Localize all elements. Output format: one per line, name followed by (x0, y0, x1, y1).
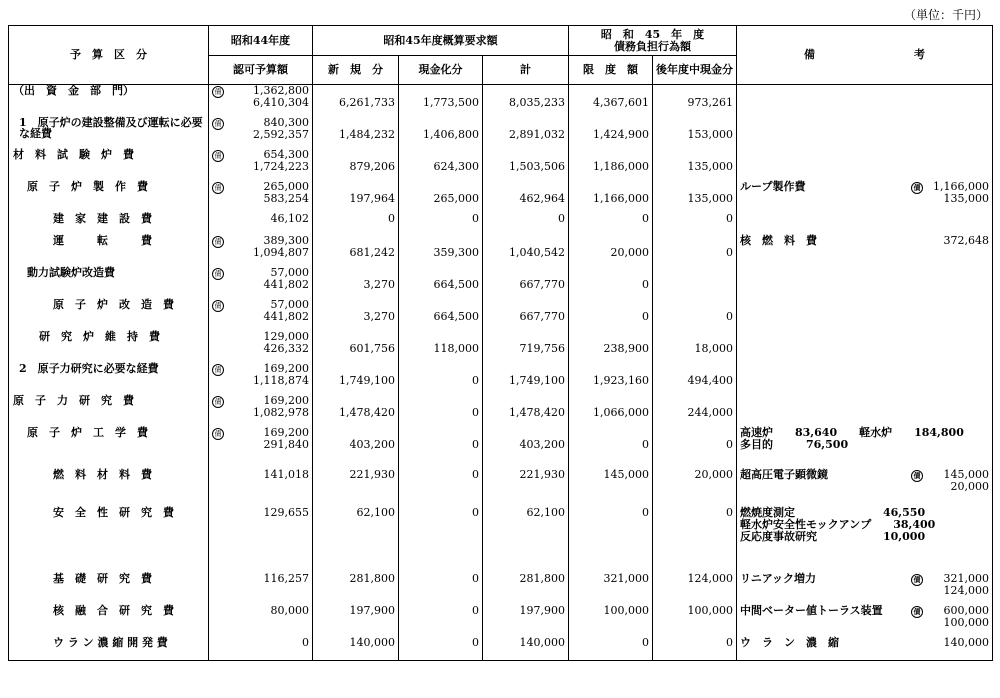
total-cell: 197,900 (483, 605, 569, 637)
row-label: 研 究 炉 維 持 費 (9, 331, 209, 363)
remark-item-name: 中間ベーター値トーラス装置 (740, 603, 883, 617)
header-request-group: 昭和45年度概算要求額 (313, 26, 569, 56)
total-cell: 1,503,506 (483, 149, 569, 181)
cash-cell: 664,500 (399, 299, 483, 331)
remark-item-value: 145,000 20,000 (943, 467, 989, 493)
limit-cell: 1,066,000 (569, 395, 653, 427)
total-cell: 8,035,233 (483, 85, 569, 117)
cash-cell: 118,000 (399, 331, 483, 363)
table-row (9, 299, 993, 331)
debt-mark-icon: 債 (212, 428, 224, 440)
approved-cell (209, 469, 313, 507)
approved-value: 141,018 (263, 467, 309, 481)
cash-cell: 0 (399, 363, 483, 395)
later-cell: 0 (653, 507, 737, 573)
later-cell (653, 267, 737, 299)
later-cell: 100,000 (653, 605, 737, 637)
remark-item-name: ループ製作費 (740, 179, 806, 193)
new-cell: 140,000 (313, 637, 399, 661)
table-row (9, 427, 993, 469)
new-cell: 62,100 (313, 507, 399, 573)
row-label: 安 全 性 研 究 費 (9, 507, 209, 573)
approved-value: 129,655 (263, 505, 309, 519)
limit-cell: 1,923,160 (569, 363, 653, 395)
limit-cell: 100,000 (569, 605, 653, 637)
new-cell: 879,206 (313, 149, 399, 181)
remarks-cell (737, 235, 993, 267)
approved-cell (209, 235, 313, 267)
remarks-cell: 燃焼度測定 46,550 軽水炉安全性モックアンプ 38,400 反応度事故研究 10,000 (737, 507, 993, 573)
debt-mark-icon: 債 (212, 118, 224, 130)
total-cell: 1,040,542 (483, 235, 569, 267)
later-cell: 135,000 (653, 181, 737, 213)
later-cell: 135,000 (653, 149, 737, 181)
remarks-cell (737, 637, 993, 661)
row-label: 燃 料 材 料 費 (9, 469, 209, 507)
approved-value: 169,200 291,840 (263, 425, 309, 451)
new-cell: 197,900 (313, 605, 399, 637)
approved-value: 169,200 1,118,874 (253, 361, 309, 387)
approved-value: 0 (302, 635, 309, 649)
approved-value: 80,000 (270, 603, 309, 617)
remarks-cell (737, 573, 993, 605)
debt-mark-icon: 債 (911, 606, 923, 618)
limit-cell: 321,000 (569, 573, 653, 605)
table-row (9, 267, 993, 299)
remark-item-value: 372,648 (943, 233, 989, 247)
total-cell: 62,100 (483, 507, 569, 573)
limit-cell: 0 (569, 267, 653, 299)
new-cell: 1,484,232 (313, 117, 399, 149)
remark-item-value: 600,000 100,000 (943, 603, 989, 629)
approved-value: 57,000 441,802 (263, 297, 309, 323)
remark-item-value: 1,166,000 135,000 (933, 179, 989, 205)
approved-value: 1,362,800 6,410,304 (253, 84, 309, 109)
remarks-cell (737, 85, 993, 117)
remarks-cell (737, 117, 993, 149)
approved-value: 57,000 441,802 (263, 265, 309, 291)
new-cell: 0 (313, 213, 399, 235)
debt-mark-icon: 債 (911, 182, 923, 194)
later-cell: 0 (653, 213, 737, 235)
row-label: 2 原子力研究に必要な経費 (9, 363, 209, 395)
approved-cell (209, 299, 313, 331)
approved-cell (209, 213, 313, 235)
debt-mark-icon: 債 (212, 396, 224, 408)
row-label: 運 転 費 (9, 235, 209, 267)
remarks-cell (737, 299, 993, 331)
table-row (9, 235, 993, 267)
header-approved: 認可予算額 (209, 56, 313, 85)
new-cell: 1,478,420 (313, 395, 399, 427)
later-cell: 18,000 (653, 331, 737, 363)
table-row (9, 181, 993, 213)
approved-cell (209, 363, 313, 395)
total-cell: 667,770 (483, 267, 569, 299)
new-cell: 1,749,100 (313, 363, 399, 395)
total-cell: 2,891,032 (483, 117, 569, 149)
table-row (9, 117, 993, 149)
total-cell: 0 (483, 213, 569, 235)
remark-item-name: 核 燃 料 費 (740, 233, 817, 247)
new-cell: 197,964 (313, 181, 399, 213)
remark-item-value: 140,000 (943, 635, 989, 649)
table-body (9, 85, 993, 661)
remarks-cell (737, 181, 993, 213)
remark-item-value: 321,000 124,000 (943, 571, 989, 597)
limit-cell: 0 (569, 637, 653, 661)
limit-cell: 0 (569, 299, 653, 331)
later-cell: 20,000 (653, 469, 737, 507)
limit-cell: 1,186,000 (569, 149, 653, 181)
later-cell: 0 (653, 427, 737, 469)
debt-mark-icon: 債 (212, 364, 224, 376)
approved-cell (209, 605, 313, 637)
limit-cell: 20,000 (569, 235, 653, 267)
header-cash: 現金化分 (399, 56, 483, 85)
limit-cell: 0 (569, 507, 653, 573)
remarks-cell (737, 267, 993, 299)
limit-cell: 0 (569, 213, 653, 235)
limit-cell: 238,900 (569, 331, 653, 363)
row-label: （出 資 金 部 門） (9, 85, 209, 117)
budget-table (8, 25, 993, 661)
later-cell: 124,000 (653, 573, 737, 605)
new-cell: 601,756 (313, 331, 399, 363)
cash-cell: 0 (399, 507, 483, 573)
later-cell: 244,000 (653, 395, 737, 427)
remark-item-name: 超高圧電子顕微鏡 (740, 467, 828, 481)
cash-cell: 664,500 (399, 267, 483, 299)
cash-cell: 0 (399, 605, 483, 637)
header-total: 計 (483, 56, 569, 85)
debt-mark-icon: 債 (212, 236, 224, 248)
remarks-cell (737, 469, 993, 507)
header-new: 新 規 分 (313, 56, 399, 85)
row-label: 原 子 炉 工 学 費 (9, 427, 209, 469)
approved-cell (209, 149, 313, 181)
later-cell: 0 (653, 235, 737, 267)
table-row (9, 469, 993, 507)
approved-value: 116,257 (263, 571, 309, 585)
cash-cell: 0 (399, 469, 483, 507)
remarks-cell (737, 149, 993, 181)
cash-cell: 359,300 (399, 235, 483, 267)
debt-mark-icon: 債 (212, 150, 224, 162)
total-cell: 719,756 (483, 331, 569, 363)
later-cell: 0 (653, 637, 737, 661)
row-label: ウ ラ ン 濃 縮 開 発 費 (9, 637, 209, 661)
approved-cell (209, 427, 313, 469)
table-row (9, 507, 993, 573)
table-row (9, 637, 993, 661)
limit-cell: 4,367,601 (569, 85, 653, 117)
debt-mark-icon: 債 (911, 574, 923, 586)
approved-value: 389,300 1,094,807 (253, 233, 309, 259)
header-remarks: 備 考 (737, 26, 993, 85)
row-label: 基 礎 研 究 費 (9, 573, 209, 605)
total-cell: 403,200 (483, 427, 569, 469)
debt-mark-icon: 債 (212, 268, 224, 280)
row-label: 原 子 炉 製 作 費 (9, 181, 209, 213)
limit-cell: 1,166,000 (569, 181, 653, 213)
remarks-cell (737, 331, 993, 363)
header-limit: 限 度 額 (569, 56, 653, 85)
new-cell: 3,270 (313, 267, 399, 299)
cash-cell: 265,000 (399, 181, 483, 213)
cash-cell: 0 (399, 637, 483, 661)
total-cell: 221,930 (483, 469, 569, 507)
new-cell: 681,242 (313, 235, 399, 267)
approved-cell (209, 331, 313, 363)
total-cell: 667,770 (483, 299, 569, 331)
table-row (9, 331, 993, 363)
later-cell: 0 (653, 299, 737, 331)
approved-value: 265,000 583,254 (263, 179, 309, 205)
approved-value: 46,102 (270, 211, 309, 225)
later-cell: 973,261 (653, 85, 737, 117)
approved-cell (209, 395, 313, 427)
approved-cell (209, 267, 313, 299)
limit-cell: 0 (569, 427, 653, 469)
remark-item-name: ウ ラ ン 濃 縮 (740, 635, 839, 649)
table-header (9, 26, 993, 85)
table-row (9, 213, 993, 235)
approved-cell (209, 85, 313, 117)
header-category: 予 算 区 分 (9, 26, 209, 85)
limit-cell: 145,000 (569, 469, 653, 507)
total-cell: 1,749,100 (483, 363, 569, 395)
remark-item-name: リニアック増力 (740, 571, 817, 585)
row-label: 動力試験炉改造費 (9, 267, 209, 299)
approved-cell (209, 181, 313, 213)
remarks-cell (737, 605, 993, 637)
cash-cell: 0 (399, 395, 483, 427)
approved-value: 129,000 426,332 (263, 329, 309, 355)
debt-mark-icon: 債 (911, 470, 923, 482)
total-cell: 462,964 (483, 181, 569, 213)
row-label: 原 子 炉 改 造 費 (9, 299, 209, 331)
table-row (9, 605, 993, 637)
remarks-cell (737, 395, 993, 427)
approved-value: 169,200 1,082,978 (253, 393, 309, 419)
total-cell: 1,478,420 (483, 395, 569, 427)
new-cell: 221,930 (313, 469, 399, 507)
remarks-cell (737, 213, 993, 235)
new-cell: 403,200 (313, 427, 399, 469)
limit-cell: 1,424,900 (569, 117, 653, 149)
row-label: 1 原子炉の建設整備及び運転に必要な経費 (9, 117, 209, 149)
header-later: 後年度中現金分 (653, 56, 737, 85)
approved-cell (209, 117, 313, 149)
header-debt-group: 昭 和 45 年 度 債務負担行為額 (569, 26, 737, 56)
remarks-cell: 高速炉 83,640 軽水炉 184,800 多目的 76,500 (737, 427, 993, 469)
table-row (9, 573, 993, 605)
debt-mark-icon: 債 (212, 182, 224, 194)
table-row (9, 363, 993, 395)
cash-cell: 0 (399, 427, 483, 469)
total-cell: 140,000 (483, 637, 569, 661)
cash-cell: 0 (399, 213, 483, 235)
unit-note: （単位：千円） (903, 8, 988, 22)
approved-cell (209, 573, 313, 605)
row-label: 原 子 力 研 究 費 (9, 395, 209, 427)
later-cell: 494,400 (653, 363, 737, 395)
approved-value: 840,300 2,592,357 (253, 115, 309, 141)
row-label: 材 料 試 験 炉 費 (9, 149, 209, 181)
row-label: 核 融 合 研 究 費 (9, 605, 209, 637)
approved-cell (209, 637, 313, 661)
table-row (9, 149, 993, 181)
remarks-cell (737, 363, 993, 395)
row-label: 建 家 建 設 費 (9, 213, 209, 235)
new-cell: 6,261,733 (313, 85, 399, 117)
table-row (9, 85, 993, 117)
cash-cell: 624,300 (399, 149, 483, 181)
later-cell: 153,000 (653, 117, 737, 149)
new-cell: 3,270 (313, 299, 399, 331)
header-approved-group: 昭和44年度 (209, 26, 313, 56)
cash-cell: 1,773,500 (399, 85, 483, 117)
debt-mark-icon: 債 (212, 86, 224, 98)
cash-cell: 0 (399, 573, 483, 605)
approved-cell (209, 507, 313, 573)
new-cell: 281,800 (313, 573, 399, 605)
cash-cell: 1,406,800 (399, 117, 483, 149)
table-row (9, 395, 993, 427)
approved-value: 654,300 1,724,223 (253, 147, 309, 173)
debt-mark-icon: 債 (212, 300, 224, 312)
total-cell: 281,800 (483, 573, 569, 605)
